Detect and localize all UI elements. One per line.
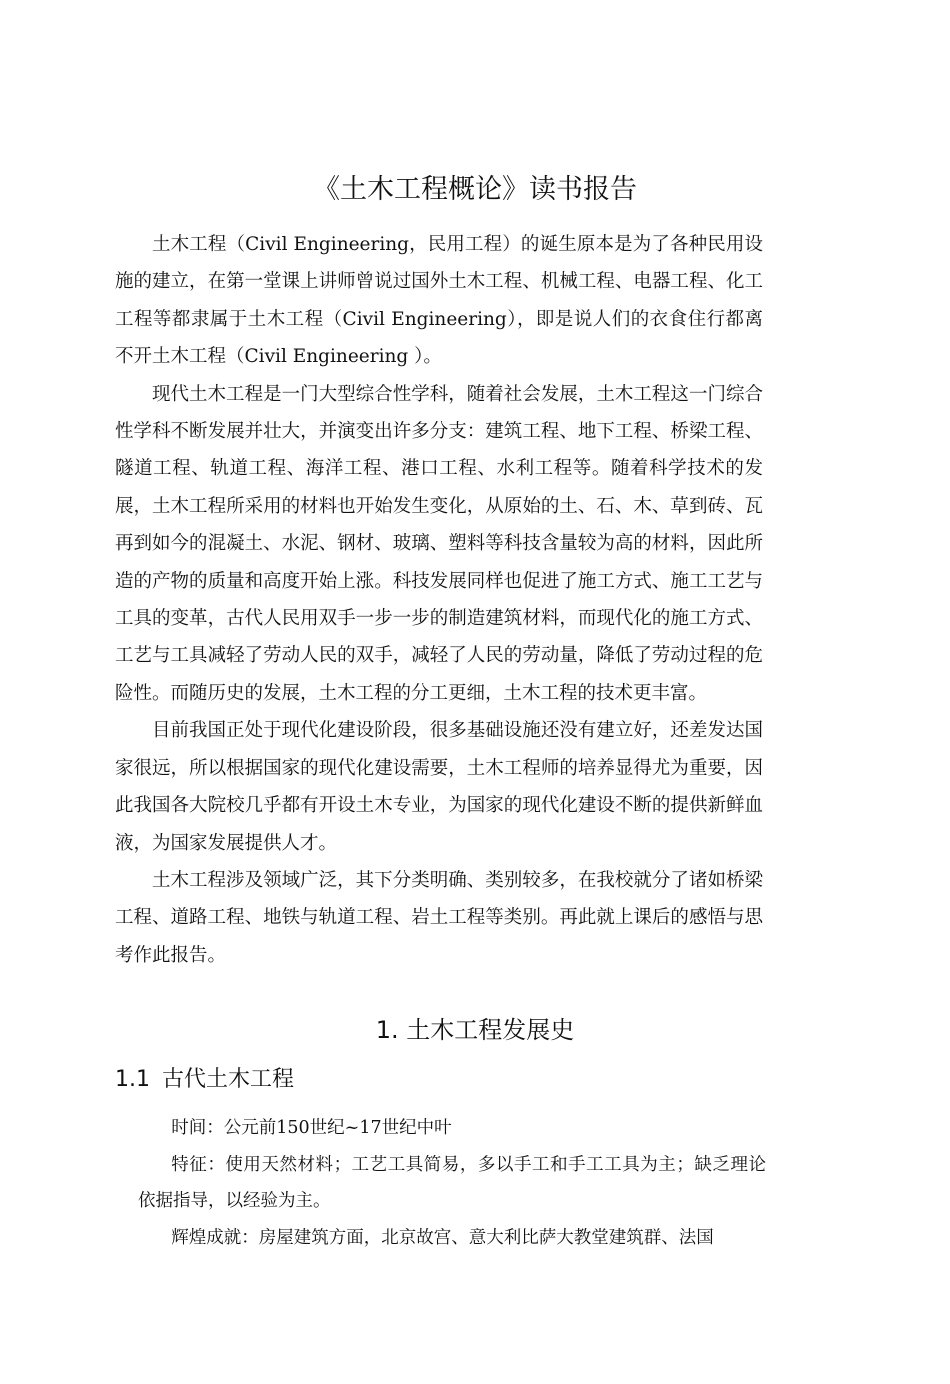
document-title: 《土木工程概论》读书报告 [313, 174, 637, 205]
subsection-body [138, 1110, 766, 1256]
paragraph: 现代土木工程是一门大型综合性学科，随着社会发展，土木工程这一门综合性学科不断发展并壮大，并演变出许多分支：建筑工程、地下工程、桥梁工程、隧道工程、轨道工程、海洋工程、港口工程、水利工程等。随着科学技术的发展，土木工程所采用的材料也开始发生变化，从原始的土、石、木、草到砖、瓦再到如今的混凝土、水泥、钢材、玻璃、塑料等科技含量较为高的材料，因此所造的产物的质量和高度开始上涨。科技发展同样也促进了施工方式、施工工艺与工具的变革，古代人民用双手一步一步的制造建筑材料，而现代化的施工方式、工艺与工具减轻了劳动人民的双手，减轻了人民的劳动量，降低了劳动过程的危险性。而随历史的发展，土木工程的分工更细，土木工程的技术更丰富。 [115, 383, 763, 704]
detail-item-achievements: 辉煌成就：房屋建筑方面，北京故宫、意大利比萨大教堂建筑群、法国 [171, 1227, 714, 1248]
subsection-heading [115, 1062, 294, 1098]
detail-item-features: 特征：使用天然材料；工艺工具简易，多以手工和手工工具为主；缺乏理论依据指导，以经验为主。 [138, 1154, 766, 1212]
subsection-label: 古代土木工程 [162, 1067, 295, 1092]
paragraph: 目前我国正处于现代化建设阶段，很多基础设施还没有建立好，还差发达国家很远，所以根据国家的现代化建设需要，土木工程师的培养显得尤为重要，因此我国各大院校几乎都有开设土木专业，为国家的现代化建设不断的提供新鲜血液，为国家发展提供人才。 [115, 720, 763, 854]
section-heading: 1. 土木工程发展史 [375, 1016, 575, 1044]
subsection-number: 1.1 [115, 1067, 150, 1092]
paragraph: 土木工程（Civil Engineering，民用工程）的诞生原本是为了各种民用设施的建立，在第一堂课上讲师曾说过国外土木工程、机械工程、电器工程、化工工程等都隶属于土木工程（Civil Engineering），即是说人们的衣食住行都离不开土木工程（Civil Engineering ）。 [115, 234, 763, 368]
detail-item-time: 时间：公元前150世纪~17世纪中叶 [171, 1118, 452, 1138]
paragraph: 土木工程涉及领域广泛，其下分类明确、类别较多，在我校就分了诸如桥梁工程、道路工程、地铁与轨道工程、岩土工程等类别。再此就上课后的感悟与思考作此报告。 [115, 869, 763, 966]
intro-body [115, 226, 763, 974]
